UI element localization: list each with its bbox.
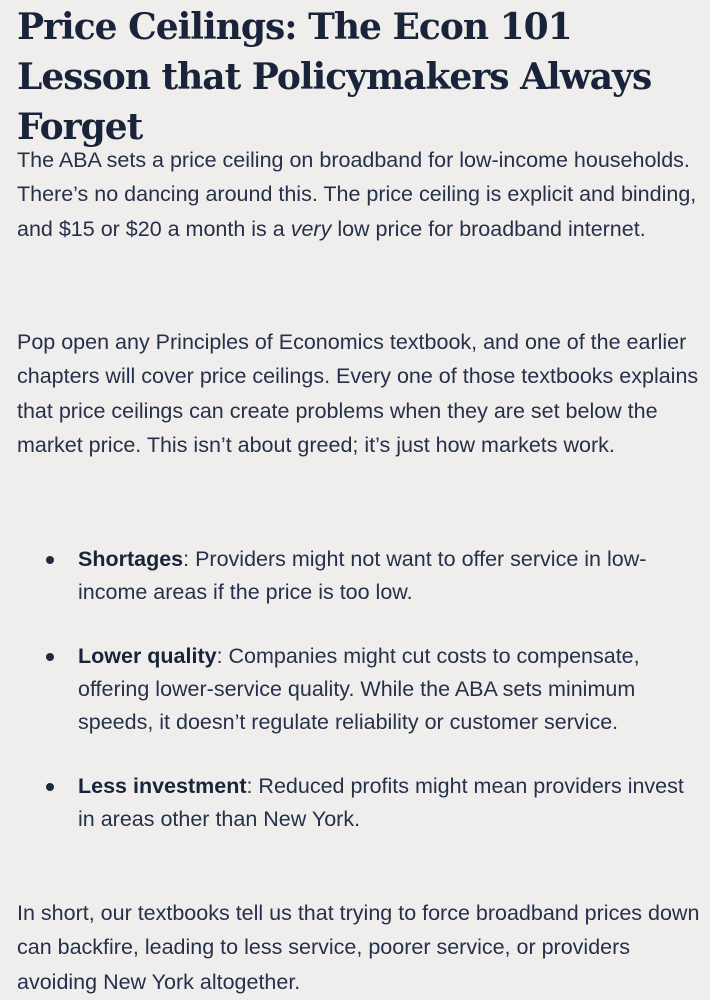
bullet-term: Less investment (78, 774, 247, 798)
bullet-text: : Companies might cut costs to compensate, offering lower-service quality. While the ABA sets minimum speeds, it doesn’t regulate reliability or customer service. (78, 644, 640, 734)
paragraph-econ-textbook: Pop open any Principles of Economics textbook, and one of the earlier chapters will cover price ceilings. Every one of those textbooks explains that price ceilings can create problems when they are set below the market price. This isn’t about greed; it’s just how markets work. (17, 330, 699, 457)
article-title: Price Ceilings: The Econ 101 Lesson that Policymakers Always Forget (17, 6, 652, 148)
list-item-shortages (17, 543, 697, 609)
paragraph-text: low price for broadband internet. (331, 216, 646, 241)
bullet-text: : Providers might not want to offer service in low-income areas if the price is too low. (78, 547, 647, 604)
bullet-dot-icon (46, 653, 54, 661)
bullet-term: Shortages (78, 547, 184, 571)
list-item-less-investment (17, 770, 697, 836)
bullet-term: Lower quality (78, 644, 217, 668)
bullet-dot-icon (46, 783, 54, 791)
paragraph-text: The ABA sets a price ceiling on broadband for low-income households. There’s no dancing around this. The price ceiling is explicit and binding, and $15 or $20 a month is a (17, 148, 697, 241)
bullet-list (17, 543, 697, 836)
paragraph-in-short: In short, our textbooks tell us that trying to force broadband prices down can backfire, leading to less service, poorer service, or providers avoiding New York altogether. (17, 901, 700, 994)
list-item-lower-quality (17, 640, 697, 739)
emphasis-text: very (290, 216, 332, 241)
paragraph-aba-price-ceiling (17, 143, 707, 246)
bullet-dot-icon (46, 556, 54, 564)
bullet-text: : Reduced profits might mean providers invest in areas other than New York. (78, 774, 684, 831)
